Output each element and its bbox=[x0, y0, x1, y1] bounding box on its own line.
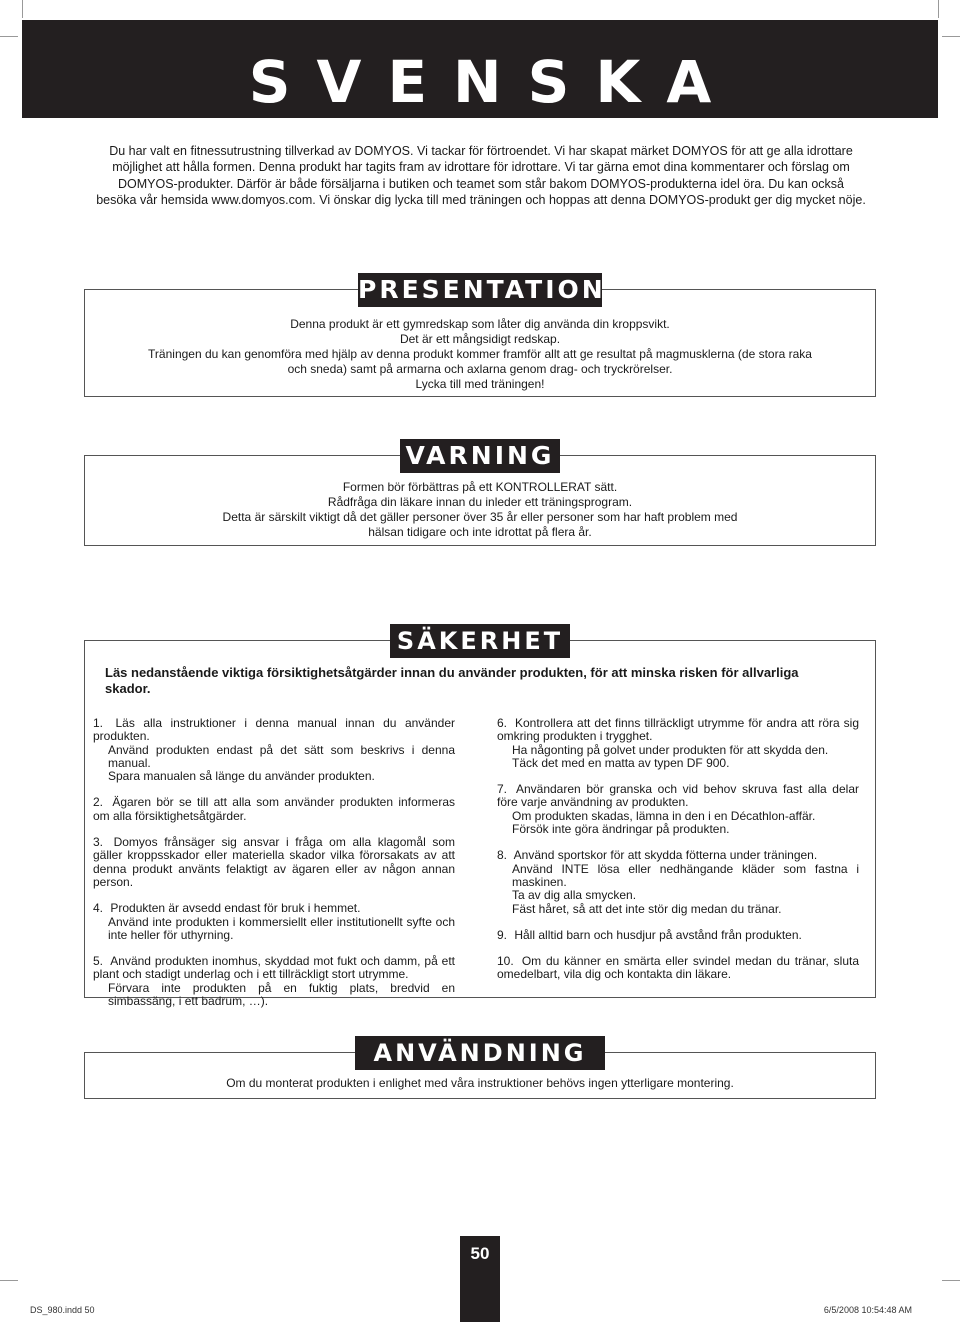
item-number: 7. bbox=[497, 782, 508, 797]
item-text: Använd produkten inomhus, skyddad mot fukt och damm, på ett plant och stadigt underlag och i ett tillräckligt stort utrymme. bbox=[93, 954, 456, 982]
crop-mark bbox=[22, 0, 23, 18]
varning-text bbox=[105, 480, 855, 540]
item-text: Fäst håret, så att det inte stör dig medan du tränar. bbox=[512, 901, 782, 916]
item-text: Använd INTE lösa eller nedhängande kläder som fastna i maskinen. bbox=[512, 861, 859, 889]
varning-line: Rådfråga din läkare innan du inleder ett träningsprogram. bbox=[327, 495, 633, 509]
anvandning-section bbox=[84, 1039, 876, 1099]
item-text: Håll alltid barn och husdjur på avstånd från produkten. bbox=[514, 927, 802, 942]
crop-mark bbox=[0, 1280, 18, 1281]
item-number: 5. bbox=[93, 954, 104, 969]
item-text: Förvara inte produkten på en fuktig plats, bredvid en simbassäng, i ett badrum, …). bbox=[108, 980, 455, 1009]
intro-line: besöka vår hemsida www.domyos.com. Vi önskar dig lycka till med träningen och hoppas att denna DOMYOS-produkt ger dig mycket nöje. bbox=[96, 193, 866, 208]
presentation-line: Lycka till med träningen! bbox=[415, 377, 545, 391]
item-text: Kontrollera att det finns tillräckligt utrymme för andra att röra sig omkring produkten i trygghet. bbox=[497, 716, 859, 744]
crop-mark bbox=[0, 36, 18, 37]
safety-lead-text: Läs nedanstående viktiga försiktighetsåtgärder innan du använder produkten, för att minska risken för allvarliga skador. bbox=[105, 665, 799, 696]
intro-line: DOMYOS-produkter. Därför är både försäljarna i butiken och teamet som står bakom DOMYOS-produkterna idel öra. Du kan också bbox=[117, 176, 844, 191]
varning-section bbox=[84, 441, 876, 546]
presentation-text bbox=[105, 317, 855, 392]
crop-mark bbox=[942, 1280, 960, 1281]
item-text: Ägaren bör se till att alla som använder produkten informeras om alla försiktighetsåtgärder. bbox=[93, 795, 455, 823]
crop-mark bbox=[938, 0, 939, 18]
safety-item bbox=[93, 796, 455, 823]
item-text: Ha någonting på golvet under produkten för att skydda den. bbox=[512, 742, 829, 757]
item-number: 6. bbox=[497, 716, 508, 730]
safety-item bbox=[497, 955, 859, 982]
item-number: 2. bbox=[93, 795, 104, 810]
varning-line: Formen bör förbättras på ett KONTROLLERAT sätt. bbox=[342, 480, 618, 494]
item-text: Ta av dig alla smycken. bbox=[512, 888, 637, 903]
safety-item bbox=[93, 836, 455, 889]
item-text: Om produkten skadas, lämna in den i en Décathlon-affär. bbox=[512, 808, 816, 823]
footer-file-info: DS_980.indd 50 bbox=[30, 1305, 95, 1315]
sakerhet-section bbox=[84, 627, 876, 1009]
varning-line: Detta är särskilt viktigt då det gäller personer över 35 år eller personer som har haft problem med bbox=[222, 510, 738, 524]
item-text: Användaren bör granska och vid behov skruva fast alla delar före varje användning av produkten. bbox=[497, 782, 859, 810]
item-text: Använd sportskor för att skydda fötterna under träningen. bbox=[513, 848, 818, 863]
language-banner bbox=[22, 20, 938, 118]
safety-item bbox=[497, 849, 859, 915]
anvandning-heading: ANVÄNDNING bbox=[355, 1036, 605, 1070]
presentation-line: Träningen du kan genomföra med hjälp av denna produkt kommer framför allt att ge resultat på magmusklerna (de stora raka bbox=[148, 347, 812, 361]
varning-line: hälsan tidigare och inte idrottat på flera år. bbox=[368, 525, 592, 539]
item-text: Spara manualen så länge du använder produkten. bbox=[108, 769, 375, 784]
intro-line: Du har valt en fitnessutrustning tillverkad av DOMYOS. Vi tackar för förtroendet. Vi har skapat märket DOMYOS för att ge alla idrottare bbox=[109, 144, 853, 158]
safety-item bbox=[93, 902, 455, 942]
intro-line: möjlighet att hålla formen. Denna produkt har tagits fram av idrottare för idrottare. Vi tar gärna emot dina kommentarer och förslag om bbox=[112, 160, 850, 175]
banner-title: SVENSKA bbox=[248, 48, 738, 116]
safety-item bbox=[497, 783, 859, 836]
presentation-line: och sneda) samt på armarna och axlarna genom drag- och tryckrörelser. bbox=[287, 362, 673, 376]
item-text: Täck det med en matta av typen DF 900. bbox=[512, 755, 730, 770]
safety-column-left bbox=[93, 717, 455, 1021]
presentation-line: Det är ett mångsidigt redskap. bbox=[399, 332, 561, 346]
item-text: Om du känner en smärta eller svindel medan du tränar, sluta omedelbart, vila dig och kontakta din läkare. bbox=[497, 954, 859, 982]
item-number: 1. bbox=[93, 716, 104, 730]
intro-paragraph bbox=[96, 143, 866, 209]
page-number: 50 bbox=[460, 1236, 500, 1322]
item-text: Läs alla instruktioner i denna manual innan du använder produkten. bbox=[93, 716, 455, 744]
safety-column-right bbox=[497, 717, 859, 995]
anvandning-text: Om du monterat produkten i enlighet med våra instruktioner behövs ingen ytterligare montering. bbox=[226, 1076, 734, 1090]
safety-item bbox=[497, 717, 859, 770]
item-number: 9. bbox=[497, 927, 508, 942]
item-text: Produkten är avsedd endast för bruk i hemmet. bbox=[110, 901, 361, 916]
item-number: 3. bbox=[93, 835, 104, 850]
footer-timestamp: 6/5/2008 10:54:48 AM bbox=[823, 1305, 912, 1315]
safety-item bbox=[93, 717, 455, 783]
presentation-heading: PRESENTATION bbox=[358, 273, 602, 307]
presentation-line: Denna produkt är ett gymredskap som låter dig använda din kroppsvikt. bbox=[290, 317, 670, 331]
presentation-section bbox=[84, 275, 876, 397]
item-text: Domyos frånsäger sig ansvar i fråga om alla klagomål som gäller kroppsskador eller materiella skador vilka förorsakats av att denna produkt använts felaktigt av ägaren eller av någon annan person. bbox=[93, 835, 455, 889]
varning-heading: VARNING bbox=[400, 439, 560, 473]
item-number: 4. bbox=[93, 901, 104, 916]
item-text: Använd produkten endast på det sätt som beskrivs i denna manual. bbox=[108, 742, 455, 770]
item-text: Försök inte göra ändringar på produkten. bbox=[512, 822, 730, 837]
safety-item bbox=[93, 955, 455, 1008]
safety-item bbox=[497, 929, 859, 942]
item-number: 10. bbox=[497, 954, 514, 969]
crop-mark bbox=[942, 36, 960, 37]
item-text: Använd inte produkten i kommersiellt eller institutionellt syfte och inte heller för uthyrning. bbox=[108, 914, 455, 942]
item-number: 8. bbox=[497, 848, 508, 863]
sakerhet-heading: SÄKERHET bbox=[390, 624, 570, 658]
